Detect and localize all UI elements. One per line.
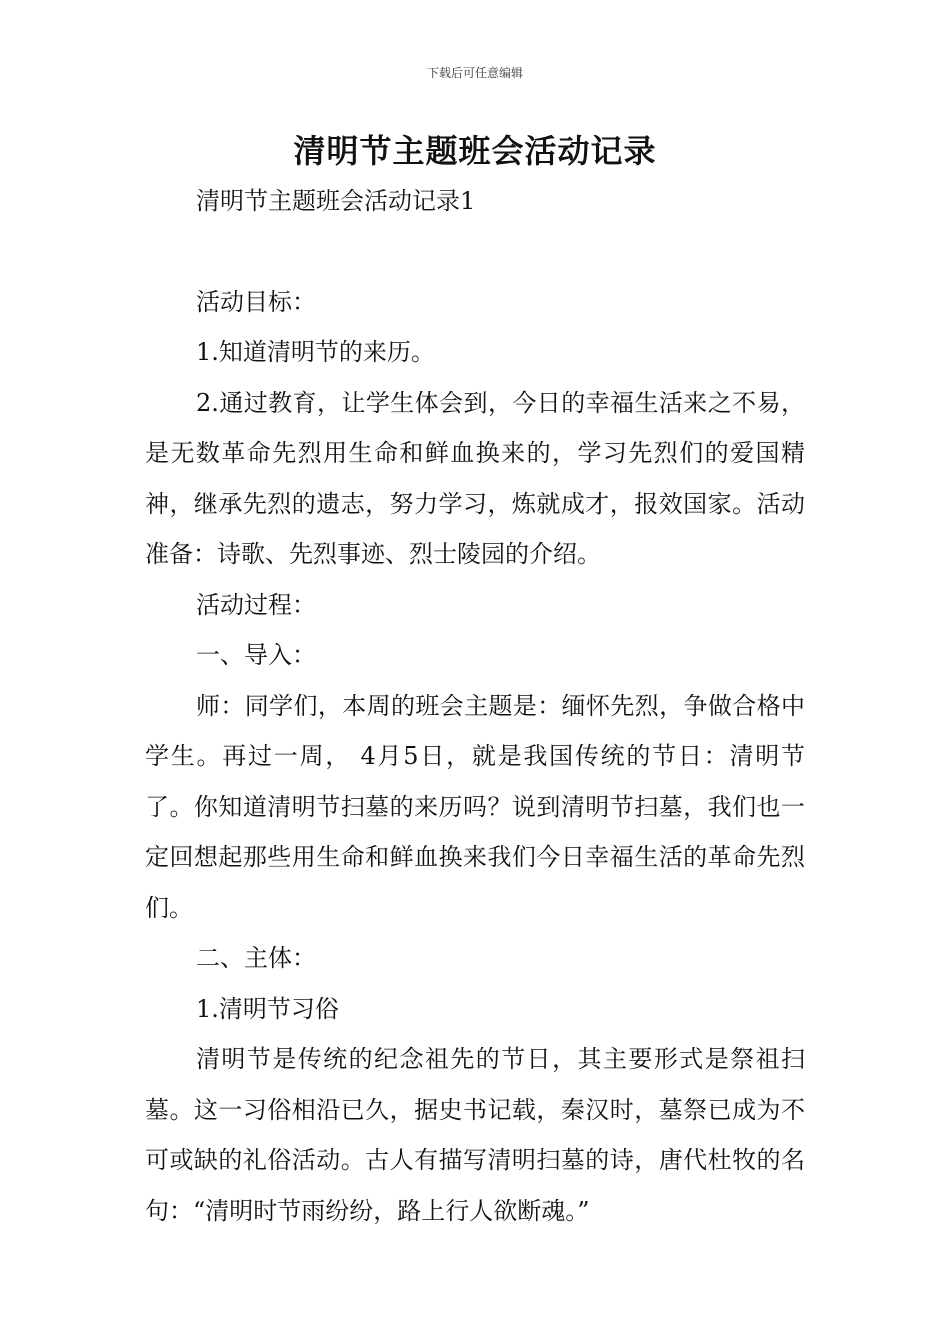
- paragraph-goal-1: 1.知道清明节的来历。: [196, 338, 435, 366]
- section-subtitle: 清明节主题班会活动记录1: [196, 187, 476, 215]
- document-body: [145, 176, 805, 1236]
- paragraph-teacher-intro: 师：同学们，本周的班会主题是：缅怀先烈，争做合格中学生。再过一周， 4月5日，就是我国传统的节日：清明节了。你知道清明节扫墓的来历吗？说到清明节扫墓，我们也一定回想起那些用生命和鲜血换来我们今日幸福生活的革命先烈们。: [145, 691, 805, 922]
- paragraph-main-heading: 二、主体：: [196, 944, 316, 972]
- paragraph-customs-body: 清明节是传统的纪念祖先的节日，其主要形式是祭祖扫墓。这一习俗相沿已久，据史书记载，秦汉时，墓祭已成为不可或缺的礼俗活动。古人有描写清明扫墓的诗，唐代杜牧的名句：“清明时节雨纷纷，路上行人欲断魂。”: [145, 1045, 805, 1225]
- paragraph-intro-heading: 一、导入：: [196, 641, 316, 669]
- document-title: 清明节主题班会活动记录: [293, 132, 657, 170]
- paragraph-goal-2: 2.通过教育，让学生体会到，今日的幸福生活来之不易，是无数革命先烈用生命和鲜血换来的，学习先烈们的爱国精神，继承先烈的遗志，努力学习，炼就成才，报效国家。活动准备：诗歌、先烈事迹、烈士陵园的介绍。: [145, 388, 805, 568]
- paragraph-activity-goals: 活动目标：: [196, 287, 316, 316]
- blank-line: [145, 227, 805, 277]
- header-note: 下载后可任意编辑: [426, 66, 523, 80]
- paragraph-customs-heading: 1.清明节习俗: [196, 994, 339, 1023]
- paragraph-activity-process: 活动过程：: [196, 590, 316, 619]
